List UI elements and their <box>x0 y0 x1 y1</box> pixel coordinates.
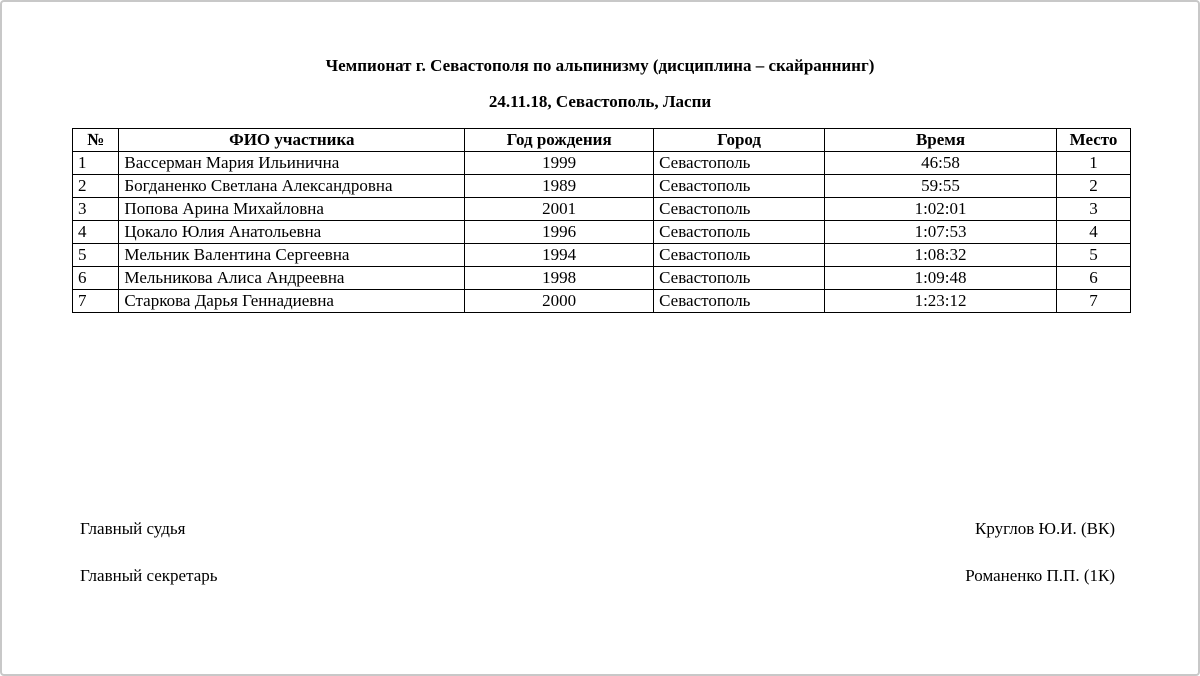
cell-name: Цокало Юлия Анатольевна <box>119 221 465 244</box>
cell-city: Севастополь <box>654 198 825 221</box>
cell-city: Севастополь <box>654 244 825 267</box>
table-row <box>73 267 1131 290</box>
cell-time: 59:55 <box>825 175 1057 198</box>
header-number: № <box>73 129 119 152</box>
cell-birth-year: 1994 <box>465 244 654 267</box>
table-header-row <box>73 129 1131 152</box>
cell-time: 1:09:48 <box>825 267 1057 290</box>
cell-place: 3 <box>1057 198 1131 221</box>
cell-number: 6 <box>73 267 119 290</box>
header-city: Город <box>654 129 825 152</box>
document-subtitle: 24.11.18, Севастополь, Ласпи <box>488 92 712 111</box>
cell-time: 1:07:53 <box>825 221 1057 244</box>
cell-number: 2 <box>73 175 119 198</box>
chief-judge-name: Круглов Ю.И. (ВК) <box>975 519 1115 538</box>
cell-city: Севастополь <box>654 152 825 175</box>
cell-number: 1 <box>73 152 119 175</box>
chief-secretary-name: Романенко П.П. (1К) <box>965 566 1115 585</box>
document-title: Чемпионат г. Севастополя по альпинизму (дисциплина – скайраннинг) <box>325 56 875 75</box>
chief-judge-label: Главный судья <box>80 519 186 538</box>
cell-time: 1:08:32 <box>825 244 1057 267</box>
cell-number: 7 <box>73 290 119 313</box>
cell-name: Старкова Дарья Геннадиевна <box>119 290 465 313</box>
results-table <box>72 128 1131 313</box>
header-birth-year: Год рождения <box>465 129 654 152</box>
cell-birth-year: 2000 <box>465 290 654 313</box>
cell-place: 6 <box>1057 267 1131 290</box>
cell-time: 1:23:12 <box>825 290 1057 313</box>
header-time: Время <box>825 129 1057 152</box>
cell-city: Севастополь <box>654 221 825 244</box>
header-name: ФИО участника <box>119 129 465 152</box>
table-row <box>73 198 1131 221</box>
table-row <box>73 290 1131 313</box>
cell-time: 46:58 <box>825 152 1057 175</box>
cell-birth-year: 1998 <box>465 267 654 290</box>
cell-name: Попова Арина Михайловна <box>119 198 465 221</box>
cell-number: 5 <box>73 244 119 267</box>
cell-name: Богданенко Светлана Александровна <box>119 175 465 198</box>
cell-place: 2 <box>1057 175 1131 198</box>
cell-birth-year: 2001 <box>465 198 654 221</box>
cell-name: Мельникова Алиса Андреевна <box>119 267 465 290</box>
header-place: Место <box>1057 129 1131 152</box>
cell-time: 1:02:01 <box>825 198 1057 221</box>
cell-name: Мельник Валентина Сергеевна <box>119 244 465 267</box>
table-row <box>73 221 1131 244</box>
cell-birth-year: 1989 <box>465 175 654 198</box>
cell-city: Севастополь <box>654 290 825 313</box>
cell-number: 4 <box>73 221 119 244</box>
cell-place: 1 <box>1057 152 1131 175</box>
chief-secretary-label: Главный секретарь <box>80 566 218 585</box>
cell-city: Севастополь <box>654 267 825 290</box>
table-row <box>73 152 1131 175</box>
cell-place: 7 <box>1057 290 1131 313</box>
cell-place: 5 <box>1057 244 1131 267</box>
cell-name: Вассерман Мария Ильинична <box>119 152 465 175</box>
cell-birth-year: 1999 <box>465 152 654 175</box>
cell-city: Севастополь <box>654 175 825 198</box>
table-row <box>73 175 1131 198</box>
cell-place: 4 <box>1057 221 1131 244</box>
cell-birth-year: 1996 <box>465 221 654 244</box>
cell-number: 3 <box>73 198 119 221</box>
table-row <box>73 244 1131 267</box>
